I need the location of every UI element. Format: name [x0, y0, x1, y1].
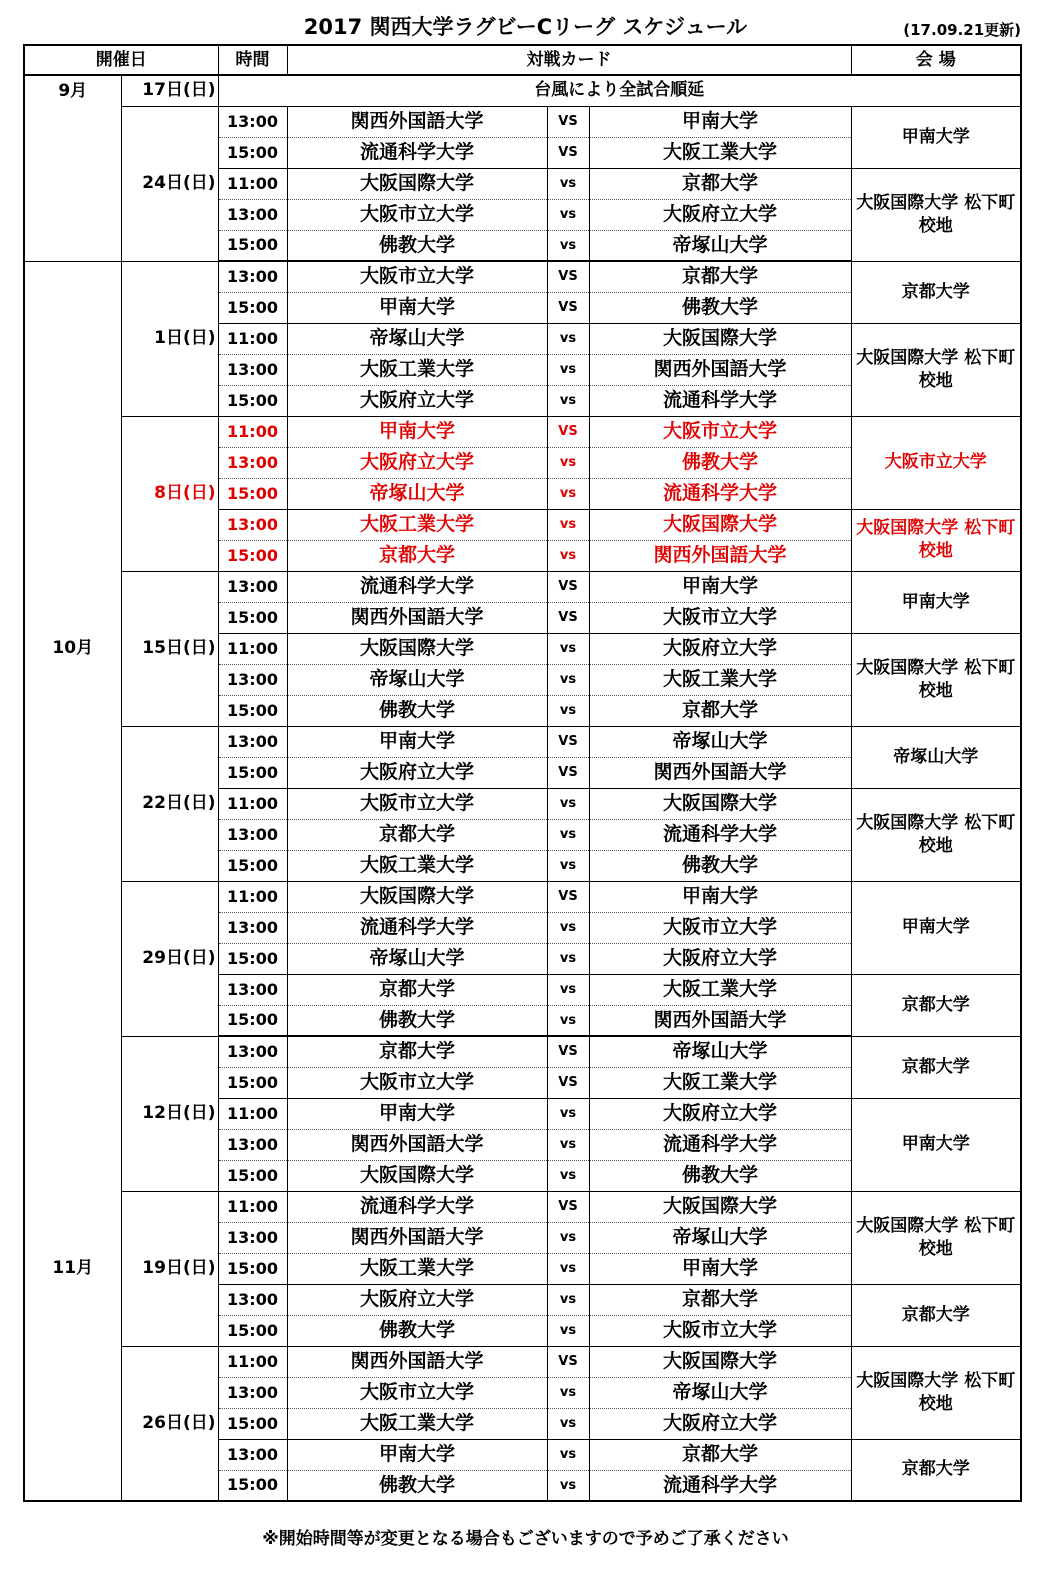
day-cell: 19日(日) — [121, 1191, 218, 1346]
day-cell: 17日(日) — [121, 75, 218, 106]
away-team: 流通科学大学 — [589, 819, 851, 850]
home-team: 大阪工業大学 — [287, 850, 547, 881]
venue-cell: 大阪国際大学 松下町校地 — [851, 1191, 1021, 1284]
vs-label: VS — [547, 137, 589, 168]
venue-cell: 甲南大学 — [851, 106, 1021, 168]
home-team: 帝塚山大学 — [287, 664, 547, 695]
away-team: 流通科学大学 — [589, 385, 851, 416]
away-team: 大阪府立大学 — [589, 199, 851, 230]
vs-label: vs — [547, 540, 589, 571]
time-cell: 15:00 — [218, 850, 287, 881]
home-team: 流通科学大学 — [287, 137, 547, 168]
away-team: 大阪国際大学 — [589, 323, 851, 354]
time-cell: 15:00 — [218, 540, 287, 571]
time-cell: 13:00 — [218, 1284, 287, 1315]
away-team: 大阪国際大学 — [589, 1191, 851, 1222]
away-team: 大阪工業大学 — [589, 974, 851, 1005]
match-row — [24, 1346, 1021, 1377]
away-team: 大阪国際大学 — [589, 788, 851, 819]
day-cell: 29日(日) — [121, 881, 218, 1036]
home-team: 帝塚山大学 — [287, 323, 547, 354]
home-team: 京都大学 — [287, 540, 547, 571]
away-team: 大阪市立大学 — [589, 602, 851, 633]
vs-label: vs — [547, 912, 589, 943]
home-team: 大阪市立大学 — [287, 1377, 547, 1408]
home-team: 佛教大学 — [287, 1470, 547, 1501]
time-cell: 13:00 — [218, 261, 287, 292]
day-cell: 12日(日) — [121, 1036, 218, 1191]
vs-label: VS — [547, 261, 589, 292]
header-match: 対戦カード — [287, 45, 851, 75]
home-team: 佛教大学 — [287, 1315, 547, 1346]
away-team: 関西外国語大学 — [589, 354, 851, 385]
home-team: 流通科学大学 — [287, 912, 547, 943]
away-team: 京都大学 — [589, 261, 851, 292]
home-team: 甲南大学 — [287, 1439, 547, 1470]
time-cell: 15:00 — [218, 1160, 287, 1191]
away-team: 佛教大学 — [589, 1160, 851, 1191]
vs-label: VS — [547, 1191, 589, 1222]
time-cell: 15:00 — [218, 292, 287, 323]
schedule-body — [24, 75, 1021, 1501]
away-team: 佛教大学 — [589, 850, 851, 881]
postponed-note: 台風により全試合順延 — [218, 75, 1021, 106]
day-cell: 15日(日) — [121, 571, 218, 726]
away-team: 大阪府立大学 — [589, 633, 851, 664]
away-team: 京都大学 — [589, 1284, 851, 1315]
footer-note: ※開始時間等が変更となる場合もございますので予めご了承ください — [262, 1529, 789, 1549]
time-cell: 13:00 — [218, 447, 287, 478]
vs-label: VS — [547, 106, 589, 137]
venue-cell: 大阪国際大学 松下町校地 — [851, 509, 1021, 571]
away-team: 京都大学 — [589, 695, 851, 726]
vs-label: vs — [547, 850, 589, 881]
away-team: 甲南大学 — [589, 881, 851, 912]
month-cell: 11月 — [24, 1036, 121, 1501]
home-team: 大阪工業大学 — [287, 1408, 547, 1439]
day-cell: 22日(日) — [121, 726, 218, 881]
vs-label: vs — [547, 633, 589, 664]
home-team: 大阪工業大学 — [287, 1253, 547, 1284]
venue-cell: 帝塚山大学 — [851, 726, 1021, 788]
venue-cell: 大阪国際大学 松下町校地 — [851, 788, 1021, 881]
home-team: 帝塚山大学 — [287, 943, 547, 974]
match-row — [24, 881, 1021, 912]
away-team: 京都大学 — [589, 168, 851, 199]
home-team: 大阪国際大学 — [287, 1160, 547, 1191]
away-team: 大阪工業大学 — [589, 664, 851, 695]
vs-label: VS — [547, 1067, 589, 1098]
vs-label: vs — [547, 788, 589, 819]
schedule-table — [23, 44, 1022, 1502]
home-team: 大阪府立大学 — [287, 447, 547, 478]
home-team: 大阪国際大学 — [287, 168, 547, 199]
home-team: 大阪市立大学 — [287, 1067, 547, 1098]
home-team: 関西外国語大学 — [287, 1222, 547, 1253]
time-cell: 15:00 — [218, 602, 287, 633]
vs-label: vs — [547, 199, 589, 230]
time-cell: 11:00 — [218, 416, 287, 447]
vs-label: vs — [547, 1129, 589, 1160]
time-cell: 13:00 — [218, 1377, 287, 1408]
away-team: 大阪市立大学 — [589, 1315, 851, 1346]
home-team: 大阪府立大学 — [287, 1284, 547, 1315]
time-cell: 15:00 — [218, 137, 287, 168]
home-team: 甲南大学 — [287, 1098, 547, 1129]
day-cell: 1日(日) — [121, 261, 218, 416]
away-team: 関西外国語大学 — [589, 757, 851, 788]
home-team: 関西外国語大学 — [287, 106, 547, 137]
away-team: 甲南大学 — [589, 571, 851, 602]
away-team: 京都大学 — [589, 1439, 851, 1470]
vs-label: vs — [547, 509, 589, 540]
time-cell: 13:00 — [218, 1036, 287, 1067]
venue-cell: 京都大学 — [851, 1439, 1021, 1501]
match-row — [24, 106, 1021, 137]
time-cell: 13:00 — [218, 912, 287, 943]
time-cell: 15:00 — [218, 1408, 287, 1439]
home-team: 流通科学大学 — [287, 571, 547, 602]
home-team: 京都大学 — [287, 1036, 547, 1067]
header-time: 時間 — [218, 45, 287, 75]
time-cell: 15:00 — [218, 478, 287, 509]
home-team: 大阪市立大学 — [287, 199, 547, 230]
time-cell: 13:00 — [218, 1439, 287, 1470]
away-team: 佛教大学 — [589, 447, 851, 478]
page-title: 2017 関西大学ラグビーCリーグ スケジュール — [303, 15, 748, 39]
header-row — [24, 45, 1021, 75]
vs-label: vs — [547, 1005, 589, 1036]
away-team: 流通科学大学 — [589, 1470, 851, 1501]
away-team: 大阪市立大学 — [589, 912, 851, 943]
time-cell: 13:00 — [218, 199, 287, 230]
away-team: 大阪国際大学 — [589, 1346, 851, 1377]
home-team: 大阪市立大学 — [287, 788, 547, 819]
time-cell: 13:00 — [218, 726, 287, 757]
vs-label: vs — [547, 447, 589, 478]
away-team: 大阪国際大学 — [589, 509, 851, 540]
vs-label: vs — [547, 478, 589, 509]
home-team: 大阪市立大学 — [287, 261, 547, 292]
away-team: 帝塚山大学 — [589, 1036, 851, 1067]
time-cell: 13:00 — [218, 509, 287, 540]
vs-label: vs — [547, 1408, 589, 1439]
time-cell: 11:00 — [218, 323, 287, 354]
home-team: 大阪国際大学 — [287, 633, 547, 664]
away-team: 流通科学大学 — [589, 478, 851, 509]
home-team: 大阪府立大学 — [287, 385, 547, 416]
home-team: 甲南大学 — [287, 726, 547, 757]
vs-label: vs — [547, 354, 589, 385]
vs-label: vs — [547, 385, 589, 416]
time-cell: 13:00 — [218, 106, 287, 137]
home-team: 佛教大学 — [287, 230, 547, 261]
away-team: 大阪市立大学 — [589, 416, 851, 447]
vs-label: vs — [547, 943, 589, 974]
home-team: 大阪国際大学 — [287, 881, 547, 912]
home-team: 関西外国語大学 — [287, 1346, 547, 1377]
header-date: 開催日 — [24, 45, 218, 75]
vs-label: vs — [547, 1439, 589, 1470]
venue-cell: 大阪市立大学 — [851, 416, 1021, 509]
venue-cell: 甲南大学 — [851, 881, 1021, 974]
home-team: 関西外国語大学 — [287, 602, 547, 633]
vs-label: VS — [547, 292, 589, 323]
venue-cell: 甲南大学 — [851, 571, 1021, 633]
time-cell: 15:00 — [218, 230, 287, 261]
vs-label: vs — [547, 1470, 589, 1501]
home-team: 帝塚山大学 — [287, 478, 547, 509]
vs-label: vs — [547, 974, 589, 1005]
match-row — [24, 261, 1021, 292]
away-team: 関西外国語大学 — [589, 1005, 851, 1036]
home-team: 大阪府立大学 — [287, 757, 547, 788]
time-cell: 13:00 — [218, 819, 287, 850]
time-cell: 11:00 — [218, 633, 287, 664]
vs-label: VS — [547, 726, 589, 757]
home-team: 佛教大学 — [287, 695, 547, 726]
away-team: 帝塚山大学 — [589, 230, 851, 261]
vs-label: VS — [547, 1346, 589, 1377]
vs-label: vs — [547, 1160, 589, 1191]
vs-label: VS — [547, 881, 589, 912]
home-team: 甲南大学 — [287, 292, 547, 323]
away-team: 大阪工業大学 — [589, 137, 851, 168]
time-cell: 15:00 — [218, 1470, 287, 1501]
vs-label: VS — [547, 1036, 589, 1067]
venue-cell: 大阪国際大学 松下町校地 — [851, 633, 1021, 726]
venue-cell: 京都大学 — [851, 974, 1021, 1036]
time-cell: 11:00 — [218, 1098, 287, 1129]
home-team: 甲南大学 — [287, 416, 547, 447]
time-cell: 15:00 — [218, 695, 287, 726]
time-cell: 15:00 — [218, 1067, 287, 1098]
vs-label: vs — [547, 1222, 589, 1253]
vs-label: vs — [547, 168, 589, 199]
match-row — [24, 1191, 1021, 1222]
vs-label: vs — [547, 1377, 589, 1408]
updated-date: (17.09.21更新) — [903, 21, 1021, 39]
venue-cell: 大阪国際大学 松下町校地 — [851, 323, 1021, 416]
away-team: 佛教大学 — [589, 292, 851, 323]
month-cell: 9月 — [24, 75, 121, 261]
time-cell: 13:00 — [218, 974, 287, 1005]
away-team: 大阪府立大学 — [589, 1408, 851, 1439]
vs-label: vs — [547, 1315, 589, 1346]
time-cell: 11:00 — [218, 1191, 287, 1222]
time-cell: 11:00 — [218, 168, 287, 199]
home-team: 京都大学 — [287, 974, 547, 1005]
vs-label: vs — [547, 1253, 589, 1284]
vs-label: VS — [547, 602, 589, 633]
match-row — [24, 1036, 1021, 1067]
away-team: 流通科学大学 — [589, 1129, 851, 1160]
venue-cell: 大阪国際大学 松下町校地 — [851, 168, 1021, 261]
home-team: 京都大学 — [287, 819, 547, 850]
away-team: 関西外国語大学 — [589, 540, 851, 571]
time-cell: 11:00 — [218, 881, 287, 912]
vs-label: vs — [547, 230, 589, 261]
home-team: 関西外国語大学 — [287, 1129, 547, 1160]
away-team: 大阪府立大学 — [589, 1098, 851, 1129]
header-venue: 会 場 — [851, 45, 1021, 75]
day-cell: 24日(日) — [121, 106, 218, 261]
day-cell: 8日(日) — [121, 416, 218, 571]
home-team: 大阪工業大学 — [287, 509, 547, 540]
vs-label: vs — [547, 819, 589, 850]
month-cell: 10月 — [24, 261, 121, 1036]
vs-label: vs — [547, 1284, 589, 1315]
vs-label: vs — [547, 695, 589, 726]
away-team: 帝塚山大学 — [589, 1222, 851, 1253]
away-team: 大阪府立大学 — [589, 943, 851, 974]
away-team: 甲南大学 — [589, 106, 851, 137]
time-cell: 13:00 — [218, 571, 287, 602]
vs-label: vs — [547, 323, 589, 354]
note-row — [24, 75, 1021, 106]
vs-label: VS — [547, 757, 589, 788]
time-cell: 15:00 — [218, 943, 287, 974]
home-team: 流通科学大学 — [287, 1191, 547, 1222]
home-team: 大阪工業大学 — [287, 354, 547, 385]
away-team: 大阪工業大学 — [589, 1067, 851, 1098]
time-cell: 15:00 — [218, 1253, 287, 1284]
away-team: 帝塚山大学 — [589, 1377, 851, 1408]
time-cell: 15:00 — [218, 1315, 287, 1346]
vs-label: VS — [547, 416, 589, 447]
away-team: 帝塚山大学 — [589, 726, 851, 757]
time-cell: 11:00 — [218, 1346, 287, 1377]
day-cell: 26日(日) — [121, 1346, 218, 1501]
away-team: 甲南大学 — [589, 1253, 851, 1284]
venue-cell: 京都大学 — [851, 1036, 1021, 1098]
match-row — [24, 571, 1021, 602]
time-cell: 13:00 — [218, 354, 287, 385]
venue-cell: 甲南大学 — [851, 1098, 1021, 1191]
time-cell: 13:00 — [218, 1129, 287, 1160]
home-team: 佛教大学 — [287, 1005, 547, 1036]
vs-label: vs — [547, 1098, 589, 1129]
venue-cell: 大阪国際大学 松下町校地 — [851, 1346, 1021, 1439]
time-cell: 11:00 — [218, 788, 287, 819]
time-cell: 15:00 — [218, 1005, 287, 1036]
time-cell: 15:00 — [218, 385, 287, 416]
vs-label: VS — [547, 571, 589, 602]
time-cell: 15:00 — [218, 757, 287, 788]
venue-cell: 京都大学 — [851, 1284, 1021, 1346]
match-row — [24, 416, 1021, 447]
match-row — [24, 726, 1021, 757]
vs-label: vs — [547, 664, 589, 695]
venue-cell: 京都大学 — [851, 261, 1021, 323]
time-cell: 13:00 — [218, 664, 287, 695]
time-cell: 13:00 — [218, 1222, 287, 1253]
